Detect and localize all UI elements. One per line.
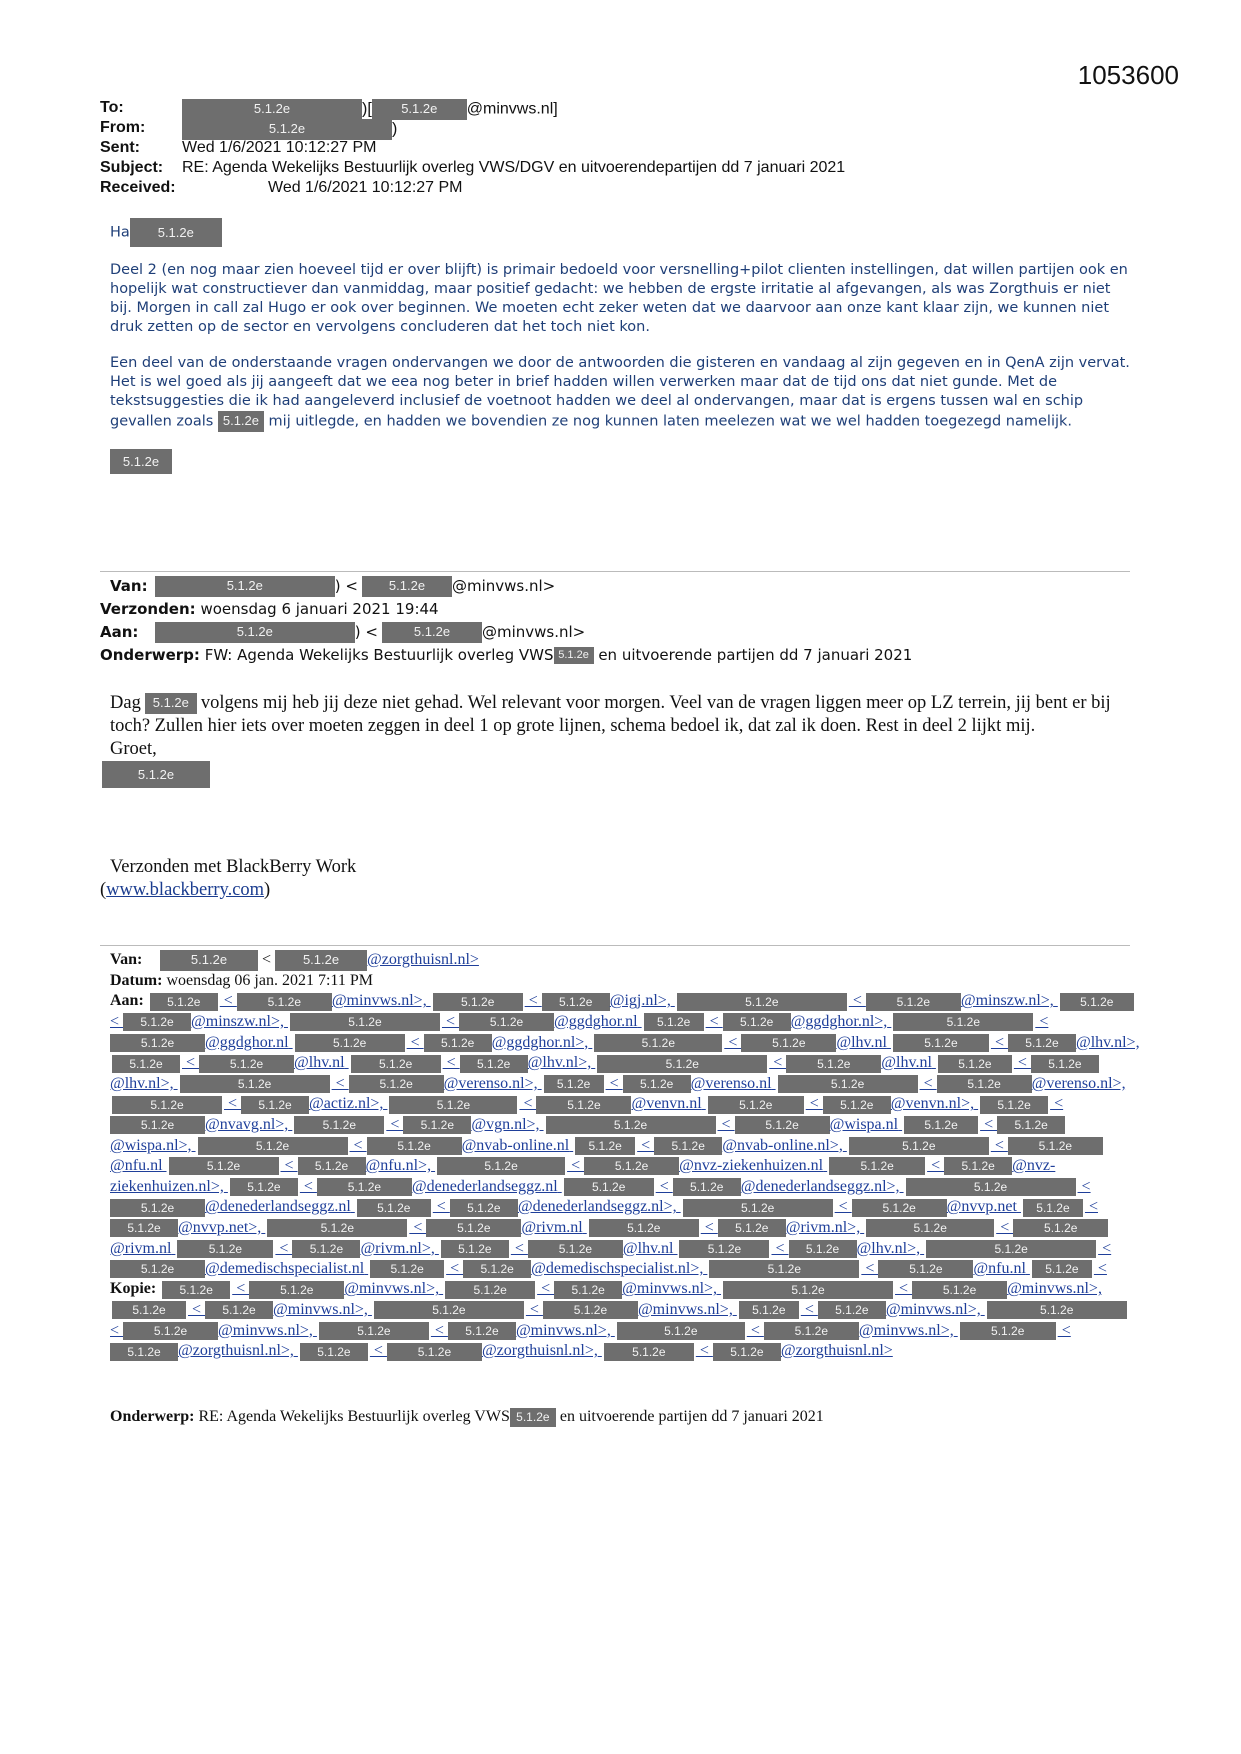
redaction: 5.1.2e	[110, 1034, 205, 1052]
redaction: 5.1.2e	[679, 1240, 769, 1258]
kopie-recipients: 5.1.2e < 5.1.2e @minvws.nl>, 5.1.2e < 5.1.2e @minvws.nl>, 5.1.2e < 5.1.2e @minvws.nl>, 5.1.2e < 5.1.2e @minvws.nl>, 5.1.2e < 5.1.2e @minvws.nl>, 5.1.2e < 5.1.2e @minvws.nl>, 5.1.2e < 5.1.2e @minvws.nl>, 5.1.2e < 5.1.2e @minvws.nl>, 5.1.2e < 5.1.2e @minvws.nl>, 5.1.2e < 5.1.2e @zorgthuisnl.nl>, 5.1.2e < 5.1.2e @zorgthuisnl.nl>, 5.1.2e < 5.1.2e @zorgthuisnl.nl>	[110, 1280, 1129, 1359]
redaction: 5.1.2e	[177, 1240, 273, 1258]
redaction: 5.1.2e	[906, 1178, 1076, 1196]
forward-body-text: volgens mij heb jij deze niet gehad. Wel relevant voor morgen. Veel van de vragen liggen meer op LZ terrein, jij bent er bij toch? Zullen hier iets over moeten zeggen in deel 1 op grote lijnen, schema bedoel ik, dat zal ik doen. Rest in deel 2 lijkt mij.	[110, 693, 1111, 736]
redaction: 5.1.2e	[403, 1116, 471, 1134]
recipient-domain: @lhv.nl	[881, 1054, 932, 1072]
redaction: 5.1.2e	[654, 1137, 722, 1155]
redaction: 5.1.2e	[237, 993, 332, 1011]
redaction: 5.1.2e	[357, 1199, 431, 1217]
subject-value: RE: Agenda Wekelijks Bestuurlijk overleg VWS/DGV en uitvoerendepartijen dd 7 januari 2021	[182, 159, 846, 176]
redaction: 5.1.2e	[1031, 1055, 1099, 1073]
redaction: 5.1.2e	[205, 1301, 273, 1319]
recipient-domain: @demedischspecialist.nl	[205, 1260, 365, 1278]
received-value: Wed 1/6/2021 10:12:27 PM	[268, 179, 463, 196]
recipient-domain: @wispa.nl	[829, 1115, 899, 1133]
redaction: 5.1.2e	[448, 1322, 516, 1340]
recipient-domain: @minvws.nl>,	[858, 1321, 954, 1339]
redaction: 5.1.2e	[1008, 1137, 1103, 1155]
recipient-domain: @zorgthuisnl.nl>	[780, 1342, 893, 1360]
redaction: 5.1.2e	[823, 1096, 891, 1114]
redaction: 5.1.2e	[718, 1219, 786, 1237]
aan-recipients: 5.1.2e < 5.1.2e @minvws.nl>, 5.1.2e < 5.1.2e @igj.nl>, 5.1.2e < 5.1.2e @minszw.nl>, 5.1.2e < 5.1.2e @minszw.nl>, 5.1.2e < 5.1.2e @ggdghor.nl 5.1.2e < 5.1.2e @ggdghor.nl>, 5.1.2e < 5.1.2e @ggdghor.nl 5.1.2e < 5.1.2e @ggdghor.nl>, 5.1.2e < 5.1.2e @lhv.nl 5.1.2e < 5.1.2e @lhv.nl>, 5.1.2e < 5.1.2e @lhv.nl 5.1.2e < 5.1.2e @lhv.nl>, 5.1.2e < 5.1.2e @lhv.nl 5.1.2e < 5.1.2e@lhv.nl>, 5.1.2e < 5.1.2e @verenso.nl>, 5.1.2e < 5.1.2e @verenso.nl 5.1.2e < 5.1.2e @verenso.nl>, 5.1.2e < 5.1.2e @actiz.nl>, 5.1.2e < 5.1.2e @venvn.nl 5.1.2e < 5.1.2e @venvn.nl>, 5.1.2e < 5.1.2e @nvavg.nl>, 5.1.2e < 5.1.2e @vgn.nl>, 5.1.2e < 5.1.2e @wispa.nl 5.1.2e < 5.1.2e@wispa.nl>, 5.1.2e < 5.1.2e @nvab-online.nl 5.1.2e < 5.1.2e @nvab-online.nl>, 5.1.2e < 5.1.2e@nfu.nl 5.1.2e < 5.1.2e @nfu.nl>, 5.1.2e < 5.1.2e @nvz-ziekenhuizen.nl 5.1.2e < 5.1.2e @nvz-ziekenhuizen.nl>, 5.1.2e < 5.1.2e @denederlandseggz.nl 5.1.2e < 5.1.2e @denederlandseggz.nl>, 5.1.2e < 5.1.2e @denederlandseggz.nl 5.1.2e < 5.1.2e @denederlandseggz.nl>, 5.1.2e < 5.1.2e @nvvp.net 5.1.2e < 5.1.2e @nvvp.net>, 5.1.2e < 5.1.2e @rivm.nl 5.1.2e < 5.1.2e @rivm.nl>, 5.1.2e < 5.1.2e@rivm.nl 5.1.2e < 5.1.2e @rivm.nl>, 5.1.2e < 5.1.2e @lhv.nl 5.1.2e < 5.1.2e @lhv.nl>, 5.1.2e < 5.1.2e @demedischspecialist.nl 5.1.2e < 5.1.2e @demedischspecialist.nl>, 5.1.2e < 5.1.2e @nfu.nl 5.1.2e <	[110, 992, 1140, 1279]
datum-label: Datum:	[110, 971, 163, 989]
redaction: 5.1.2e	[112, 1055, 180, 1073]
redaction: 5.1.2e	[463, 1260, 531, 1278]
redaction: 5.1.2e	[169, 1157, 279, 1175]
redaction: 5.1.2e	[528, 1240, 623, 1258]
from-label: From:	[100, 119, 146, 136]
redaction: 5.1.2e	[644, 1013, 704, 1031]
recipient-domain: @lhv.nl>,	[856, 1239, 921, 1257]
redaction: 5.1.2e	[1060, 993, 1134, 1011]
redaction: 5.1.2e	[893, 1034, 989, 1052]
recipient-domain: @rivm.nl	[521, 1218, 583, 1236]
recipient-domain: @minvws.nl>,	[515, 1321, 611, 1339]
redaction: 5.1.2e	[741, 1034, 836, 1052]
redaction: 5.1.2e	[298, 1157, 366, 1175]
recipient-domain: @rivm.nl>,	[360, 1239, 435, 1257]
redaction: 5.1.2e	[155, 576, 335, 597]
kopie-label: Kopie:	[110, 1280, 157, 1298]
divider	[100, 945, 1130, 946]
redaction: 5.1.2e	[182, 119, 392, 140]
reply-paragraph-1: Deel 2 (en nog maar zien hoeveel tijd er over blijft) is primair bedoeld voor versnelling+pilot clienten instellingen, dat willen partijen ook en hopelijk wat constructiever dan vanmiddag, maar positief gedacht: we hebben de ergste irritatie al afgevangen, als was Zorgthuis er niet bij. Morgen in call zal Hugo er ook over beginnen. We moeten echt zeker weten dat we daarvoor aan onze kant klaar zijn, we kunnen niet druk zetten op de sector en vervolgens concluderen dat het toch niet kon.	[110, 262, 1128, 335]
redaction: 5.1.2e	[155, 622, 355, 643]
dag-text: Dag	[110, 693, 141, 713]
to-value: 5.1.2e )[ 5.1.2e @minvws.nl]	[182, 99, 558, 120]
redaction: 5.1.2e	[459, 1013, 554, 1031]
redaction: 5.1.2e	[554, 647, 594, 665]
reply-text: mij uitlegde, en hadden we bovendien ze nog kunnen laten meelezen wat we wel hadden toegezegd namelijk.	[268, 413, 1073, 430]
redaction: 5.1.2e	[295, 1034, 405, 1052]
redaction: 5.1.2e	[709, 1260, 859, 1278]
redaction: 5.1.2e	[445, 1281, 535, 1299]
recipient-domain: @ggdghor.nl>,	[491, 1033, 589, 1051]
redaction: 5.1.2e	[150, 993, 218, 1011]
redaction: 5.1.2e	[230, 1178, 298, 1196]
redaction: 5.1.2e	[351, 1055, 441, 1073]
redaction: 5.1.2e	[594, 1034, 722, 1052]
recipient-domain: @venvn.nl	[631, 1095, 702, 1113]
redaction: 5.1.2e	[944, 1157, 1012, 1175]
redaction: 5.1.2e	[218, 411, 264, 432]
redaction: 5.1.2e	[389, 1096, 517, 1114]
redaction: 5.1.2e	[112, 1096, 222, 1114]
redaction: 5.1.2e	[110, 1219, 178, 1237]
redaction: 5.1.2e	[597, 1055, 767, 1073]
redaction: 5.1.2e	[564, 1178, 654, 1196]
redaction: 5.1.2e	[441, 1240, 509, 1258]
verzonden-label: Verzonden:	[100, 600, 196, 618]
from-value: 5.1.2e )	[182, 119, 397, 140]
redaction: 5.1.2e	[912, 1281, 1007, 1299]
blackberry-link[interactable]: www.blackberry.com	[106, 880, 265, 900]
recipient-domain: @minvws.nl>,	[273, 1300, 368, 1318]
recipient-domain: @denederlandseggz.nl>,	[740, 1177, 900, 1195]
onderwerp-text: en uitvoerende partijen dd 7 januari 2021	[559, 1408, 824, 1426]
redaction: 5.1.2e	[110, 1199, 205, 1217]
divider	[100, 571, 1130, 572]
redaction: 5.1.2e	[987, 1301, 1127, 1319]
recipient-domain: @rivm.nl>,	[785, 1218, 861, 1236]
redaction: 5.1.2e	[713, 1343, 781, 1361]
recipient-domain: @nvz-ziekenhuizen.nl	[679, 1157, 824, 1175]
recipient-domain: @minvws.nl>,	[218, 1321, 313, 1339]
redaction: 5.1.2e	[786, 1055, 881, 1073]
groet-text: Groet,	[110, 739, 157, 759]
sent-value: Wed 1/6/2021 10:12:27 PM	[182, 139, 377, 156]
redaction: 5.1.2e	[723, 1013, 791, 1031]
recipient-domain: @nvavg.nl>,	[205, 1115, 289, 1133]
recipient-domain: @demedischspecialist.nl>,	[531, 1260, 704, 1278]
redaction: 5.1.2e	[683, 1199, 833, 1217]
redaction: 5.1.2e	[829, 1157, 925, 1175]
reply-body	[110, 218, 1130, 491]
onderwerp-label: Onderwerp:	[100, 646, 200, 664]
redaction: 5.1.2e	[997, 1116, 1065, 1134]
redaction: 5.1.2e	[130, 218, 222, 247]
redaction: 5.1.2e	[510, 1408, 556, 1427]
redaction: 5.1.2e	[623, 1075, 691, 1093]
redaction: 5.1.2e	[426, 1219, 521, 1237]
onderwerp-text: FW: Agenda Wekelijks Bestuurlijk overleg VWS	[204, 646, 554, 664]
subject-label: Subject:	[100, 159, 164, 176]
blackberry-line: Verzonden met BlackBerry Work	[110, 857, 357, 877]
redaction: 5.1.2e	[878, 1260, 973, 1278]
recipient-domain: @nfu.nl>,	[365, 1157, 432, 1175]
redaction: 5.1.2e	[374, 1301, 524, 1319]
recipient-domain: @vgn.nl>,	[471, 1115, 540, 1133]
redaction: 5.1.2e	[542, 993, 610, 1011]
redaction: 5.1.2e	[112, 1301, 186, 1319]
redaction: 5.1.2e	[617, 1322, 745, 1340]
redaction: 5.1.2e	[960, 1322, 1056, 1340]
redaction: 5.1.2e	[589, 1219, 699, 1237]
redaction: 5.1.2e	[110, 1343, 178, 1361]
recipient-domain: @igj.nl>,	[609, 992, 671, 1010]
redaction: 5.1.2e	[317, 1178, 412, 1196]
redaction: 5.1.2e	[292, 1240, 360, 1258]
recipient-domain: @rivm.nl	[110, 1239, 172, 1257]
reply-text: Het is wel goed als jij aangeeft dat we eea nog beter in brief hadden willen verwerken maar dat de tijd ons dat niet gunde. Met de tekstsuggesties die ik had aangeleverd inclusief de voetnoot hadden we deel al ondervangen, maar dat is ergens tussen wal en schip gevallen zoals	[110, 374, 1084, 430]
redaction: 5.1.2e	[893, 1013, 1033, 1031]
blackberry-signature: Verzonden met BlackBerry Work (www.blackberry.com)	[100, 857, 357, 900]
recipient-domain: @actiz.nl>,	[309, 1095, 384, 1113]
recipient-domain: @minvws.nl>,	[637, 1300, 733, 1318]
redaction: 5.1.2e	[437, 1157, 565, 1175]
redaction: 5.1.2e	[852, 1199, 947, 1217]
document-number: 1053600	[1077, 60, 1179, 90]
redaction: 5.1.2e	[575, 1137, 635, 1155]
redaction: 5.1.2e	[123, 1322, 218, 1340]
redaction: 5.1.2e	[267, 1219, 407, 1237]
recipient-domain: @nvab-online.nl	[461, 1136, 570, 1154]
redaction: 5.1.2e	[294, 1116, 384, 1134]
recipient-domain: @lhv.nl>,	[527, 1054, 592, 1072]
forward-header: Van: 5.1.2e ) < 5.1.2e @minvws.nl> Verzonden: woensdag 6 januari 2021 19:44 Aan: 5.1.2e ) < 5.1.2e @minvws.nl> Onderwerp: FW: Agenda Wekelijks Bestuurlijk overleg VWS 5.1.2e en uitvoerende partijen dd 7 januari 2021	[100, 577, 913, 664]
redaction: 5.1.2e	[275, 950, 367, 971]
recipient-domain: @verenso.nl	[690, 1074, 772, 1092]
van-label: Van:	[110, 577, 148, 595]
redaction: 5.1.2e	[544, 1075, 604, 1093]
redaction: 5.1.2e	[938, 1055, 1012, 1073]
redaction: 5.1.2e	[182, 99, 362, 120]
recipient-domain: @nfu.nl	[110, 1157, 163, 1175]
reply-paragraph-2: Een deel van de onderstaande vragen ondervangen we door de antwoorden die gisteren en vandaag al zijn gegeven en in QenA zijn vervat.	[110, 355, 1130, 371]
recipient-domain: @minvws.nl>,	[344, 1280, 440, 1298]
onderwerp-label: Onderwerp:	[110, 1408, 195, 1426]
recipient-domain: @minvws.nl>,	[1007, 1280, 1102, 1298]
recipient-domain: @zorgthuisnl.nl>,	[178, 1342, 294, 1360]
datum-value: woensdag 06 jan. 2021 7:11 PM	[166, 971, 373, 989]
redaction: 5.1.2e	[319, 1322, 429, 1340]
redaction: 5.1.2e	[739, 1301, 799, 1319]
recipient-domain: @lhv.nl	[622, 1239, 674, 1257]
to-domain: @minvws.nl]	[466, 100, 558, 118]
van-domain: @zorgthuisnl.nl>	[367, 951, 479, 969]
redaction: 5.1.2e	[1008, 1034, 1076, 1052]
to-label: To:	[100, 99, 124, 116]
recipient-domain: @venvn.nl>,	[890, 1095, 975, 1113]
redaction: 5.1.2e	[543, 1301, 638, 1319]
redaction: 5.1.2e	[199, 1055, 294, 1073]
kopie-block	[110, 1279, 1140, 1403]
redaction: 5.1.2e	[162, 1281, 230, 1299]
signature-redaction: 5.1.2e	[110, 449, 172, 474]
redaction: 5.1.2e	[110, 1260, 205, 1278]
redaction: 5.1.2e	[584, 1157, 679, 1175]
redaction: 5.1.2e	[673, 1178, 741, 1196]
redaction: 5.1.2e	[677, 993, 847, 1011]
forward-body	[110, 692, 1130, 788]
redaction: 5.1.2e	[604, 1343, 694, 1361]
redaction: 5.1.2e	[180, 1075, 330, 1093]
redaction: 5.1.2e	[546, 1116, 716, 1134]
redaction: 5.1.2e	[866, 993, 961, 1011]
greeting: Ha	[110, 224, 130, 241]
redaction: 5.1.2e	[460, 1055, 528, 1073]
recipient-domain: @minvws.nl>,	[622, 1280, 718, 1298]
recipient-domain: @wispa.nl>,	[110, 1136, 192, 1154]
recipient-domain: @lhv.nl>,	[1075, 1033, 1140, 1051]
redaction: 5.1.2e	[708, 1096, 804, 1114]
recipient-domain: @nfu.nl	[973, 1260, 1026, 1278]
redaction: 5.1.2e	[980, 1096, 1048, 1114]
recipient-domain: @minszw.nl>,	[960, 992, 1054, 1010]
recipient-domain: @minvws.nl>,	[885, 1300, 981, 1318]
redaction: 5.1.2e	[866, 1219, 994, 1237]
redaction: 5.1.2e	[450, 1199, 518, 1217]
redaction: 5.1.2e	[926, 1240, 1096, 1258]
recipient-domain: @nvz-ziekenhuizen.nl>,	[110, 1157, 1056, 1195]
redaction: 5.1.2e	[123, 1013, 191, 1031]
signature-redaction: 5.1.2e	[102, 761, 210, 788]
recipient-domain: @lhv.nl>,	[110, 1074, 174, 1092]
redaction: 5.1.2e	[387, 1343, 482, 1361]
redaction: 5.1.2e	[554, 1281, 622, 1299]
recipient-domain: @denederlandseggz.nl>,	[517, 1198, 677, 1216]
redaction: 5.1.2e	[370, 1260, 444, 1278]
redaction: 5.1.2e	[1032, 1260, 1092, 1278]
redaction: 5.1.2e	[110, 1116, 205, 1134]
redaction: 5.1.2e	[382, 622, 482, 643]
redaction: 5.1.2e	[937, 1075, 1032, 1093]
redaction: 5.1.2e	[778, 1075, 918, 1093]
redaction: 5.1.2e	[818, 1301, 886, 1319]
redaction: 5.1.2e	[735, 1116, 830, 1134]
van-domain: @minvws.nl>	[451, 577, 556, 595]
recipient-domain: @minvws.nl>,	[331, 992, 427, 1010]
recipient-domain: @minszw.nl>,	[191, 1012, 284, 1030]
recipient-domain: @ggdghor.nl	[205, 1033, 289, 1051]
recipient-domain: @nvvp.net	[946, 1198, 1017, 1216]
redaction: 5.1.2e	[1013, 1219, 1108, 1237]
redaction: 5.1.2e	[349, 1075, 444, 1093]
recipient-domain: @nvab-online.nl>,	[722, 1136, 843, 1154]
redaction: 5.1.2e	[362, 576, 452, 597]
recipient-domain: @ggdghor.nl>,	[790, 1012, 888, 1030]
recipient-domain: @denederlandseggz.nl	[205, 1198, 351, 1216]
redaction: 5.1.2e	[290, 1013, 440, 1031]
aan-domain: @minvws.nl>	[481, 623, 586, 641]
redaction: 5.1.2e	[1023, 1199, 1083, 1217]
redaction: 5.1.2e	[764, 1322, 859, 1340]
onderwerp-text: en uitvoerende partijen dd 7 januari 2021	[598, 646, 913, 664]
redaction: 5.1.2e	[433, 993, 523, 1011]
recipient-domain: @nvvp.net>,	[178, 1218, 262, 1236]
recipient-domain: @denederlandseggz.nl	[411, 1177, 558, 1195]
redaction: 5.1.2e	[789, 1240, 857, 1258]
redaction: 5.1.2e	[249, 1281, 344, 1299]
received-label: Received:	[100, 179, 176, 196]
recipient-domain: @zorgthuisnl.nl>,	[481, 1342, 598, 1360]
redaction: 5.1.2e	[145, 693, 197, 714]
aan-block	[110, 991, 1140, 1279]
reply-paragraph-3	[110, 373, 1130, 432]
recipient-domain: @ggdghor.nl	[554, 1012, 638, 1030]
redaction: 5.1.2e	[198, 1137, 348, 1155]
recipient-domain: @verenso.nl>,	[1031, 1074, 1126, 1092]
recipient-domain: @lhv.nl	[294, 1054, 345, 1072]
redaction: 5.1.2e	[849, 1137, 989, 1155]
redaction: 5.1.2e	[367, 1137, 462, 1155]
redaction: 5.1.2e	[300, 1343, 368, 1361]
aan-label: Aan:	[110, 992, 144, 1010]
recipient-domain: @lhv.nl	[836, 1033, 887, 1051]
recipient-domain: @verenso.nl>,	[443, 1074, 538, 1092]
redaction: 5.1.2e	[372, 99, 467, 120]
onderwerp-text: RE: Agenda Wekelijks Bestuurlijk overleg VWS	[198, 1408, 510, 1426]
van-label: Van:	[110, 951, 143, 969]
redaction: 5.1.2e	[241, 1096, 309, 1114]
redaction: 5.1.2e	[536, 1096, 631, 1114]
redaction: 5.1.2e	[160, 950, 258, 971]
original-header: Van: 5.1.2e < 5.1.2e @zorgthuisnl.nl> Datum: woensdag 06 jan. 2021 7:11 PM Aan: 5.1.2e < 5.1.2e @minvws.nl>, 5.1.2e < 5.1.2e @igj.nl>, 5.1.2e < 5.1.2e @minszw.nl>, 5.1.2e < 5.1.2e @minszw.nl>, 5.1.2e < 5.1.2e @ggdghor.nl 5.1.2e < 5.1.2e @ggdghor.nl>, 5.1.2e < 5.1.2e @ggdghor.nl 5.1.2e < 5.1.2e @ggdghor.nl>, 5.1.2e < 5.1.2e @lhv.nl 5.1.2e < 5.1.2e @lhv.nl>, 5.1.2e < 5.1.2e @lhv.nl 5.1.2e < 5.1.2e @lhv.nl>, 5.1.2e < 5.1.2e @lhv.nl 5.1.2e < 5.1.2e@lhv.nl>, 5.1.2e < 5.1.2e @verenso.nl>, 5.1.2e < 5.1.2e @verenso.nl 5.1.2e < 5.1.2e @verenso.nl>, 5.1.2e < 5.1.2e @actiz.nl>, 5.1.2e < 5.1.2e @venvn.nl 5.1.2e < 5.1.2e @venvn.nl>, 5.1.2e < 5.1.2e @nvavg.nl>, 5.1.2e < 5.1.2e @vgn.nl>, 5.1.2e < 5.1.2e @wispa.nl 5.1.2e < 5.1.2e@wispa.nl>, 5.1.2e < 5.1.2e @nvab-online.nl 5.1.2e < 5.1.2e @nvab-online.nl>, 5.1.2e < 5.1.2e@nfu.nl 5.1.2e < 5.1.2e @nfu.nl>, 5.1.2e < 5.1.2e @nvz-ziekenhuizen.nl 5.1.2e < 5.1.2e @nvz-ziekenhuizen.nl>, 5.1.2e < 5.1.2e @denederlandseggz.nl 5.1.2e < 5.1.2e @denederlandseggz.nl>, 5.1.2e < 5.1.2e @denederlandseggz.nl 5.1.2e < 5.1.2e @denederlandseggz.nl>, 5.1.2e < 5.1.2e @nvvp.net 5.1.2e < 5.1.2e @nvvp.net>, 5.1.2e < 5.1.2e @rivm.nl 5.1.2e < 5.1.2e @rivm.nl>, 5.1.2e < 5.1.2e@rivm.nl 5.1.2e < 5.1.2e @rivm.nl>, 5.1.2e < 5.1.2e @lhv.nl 5.1.2e < 5.1.2e @lhv.nl>, 5.1.2e < 5.1.2e @demedischspecialist.nl 5.1.2e < 5.1.2e @demedischspecialist.nl>, 5.1.2e < 5.1.2e @nfu.nl 5.1.2e < Kopie: 5.1.2e < 5.1.2e @minvws.nl>, 5.1.2e < 5.1.2e @minvws.nl>, 5.1.2e < 5.1.2e @minvws.nl>, 5.1.2e < 5.1.2e @minvws.nl>, 5.1.2e < 5.1.2e @minvws.nl>, 5.1.2e < 5.1.2e @minvws.nl>, 5.1.2e < 5.1.2e @minvws.nl>, 5.1.2e < 5.1.2e @minvws.nl>, 5.1.2e < 5.1.2e @minvws.nl>, 5.1.2e < 5.1.2e @zorgthuisnl.nl>, 5.1.2e < 5.1.2e @zorgthuisnl.nl>, 5.1.2e < 5.1.2e @zorgthuisnl.nl> Onderwerp: RE: Agenda Wekelijks Bestuurlijk overleg VWS 5.1.2e en uitvoerende partijen dd 7 januari 2021	[110, 951, 1140, 1426]
verzonden-value: woensdag 6 januari 2021 19:44	[200, 600, 439, 618]
redaction: 5.1.2e	[424, 1034, 492, 1052]
sent-label: Sent:	[100, 139, 140, 156]
aan-label: Aan:	[100, 623, 139, 641]
redaction: 5.1.2e	[904, 1116, 978, 1134]
redaction: 5.1.2e	[723, 1281, 893, 1299]
